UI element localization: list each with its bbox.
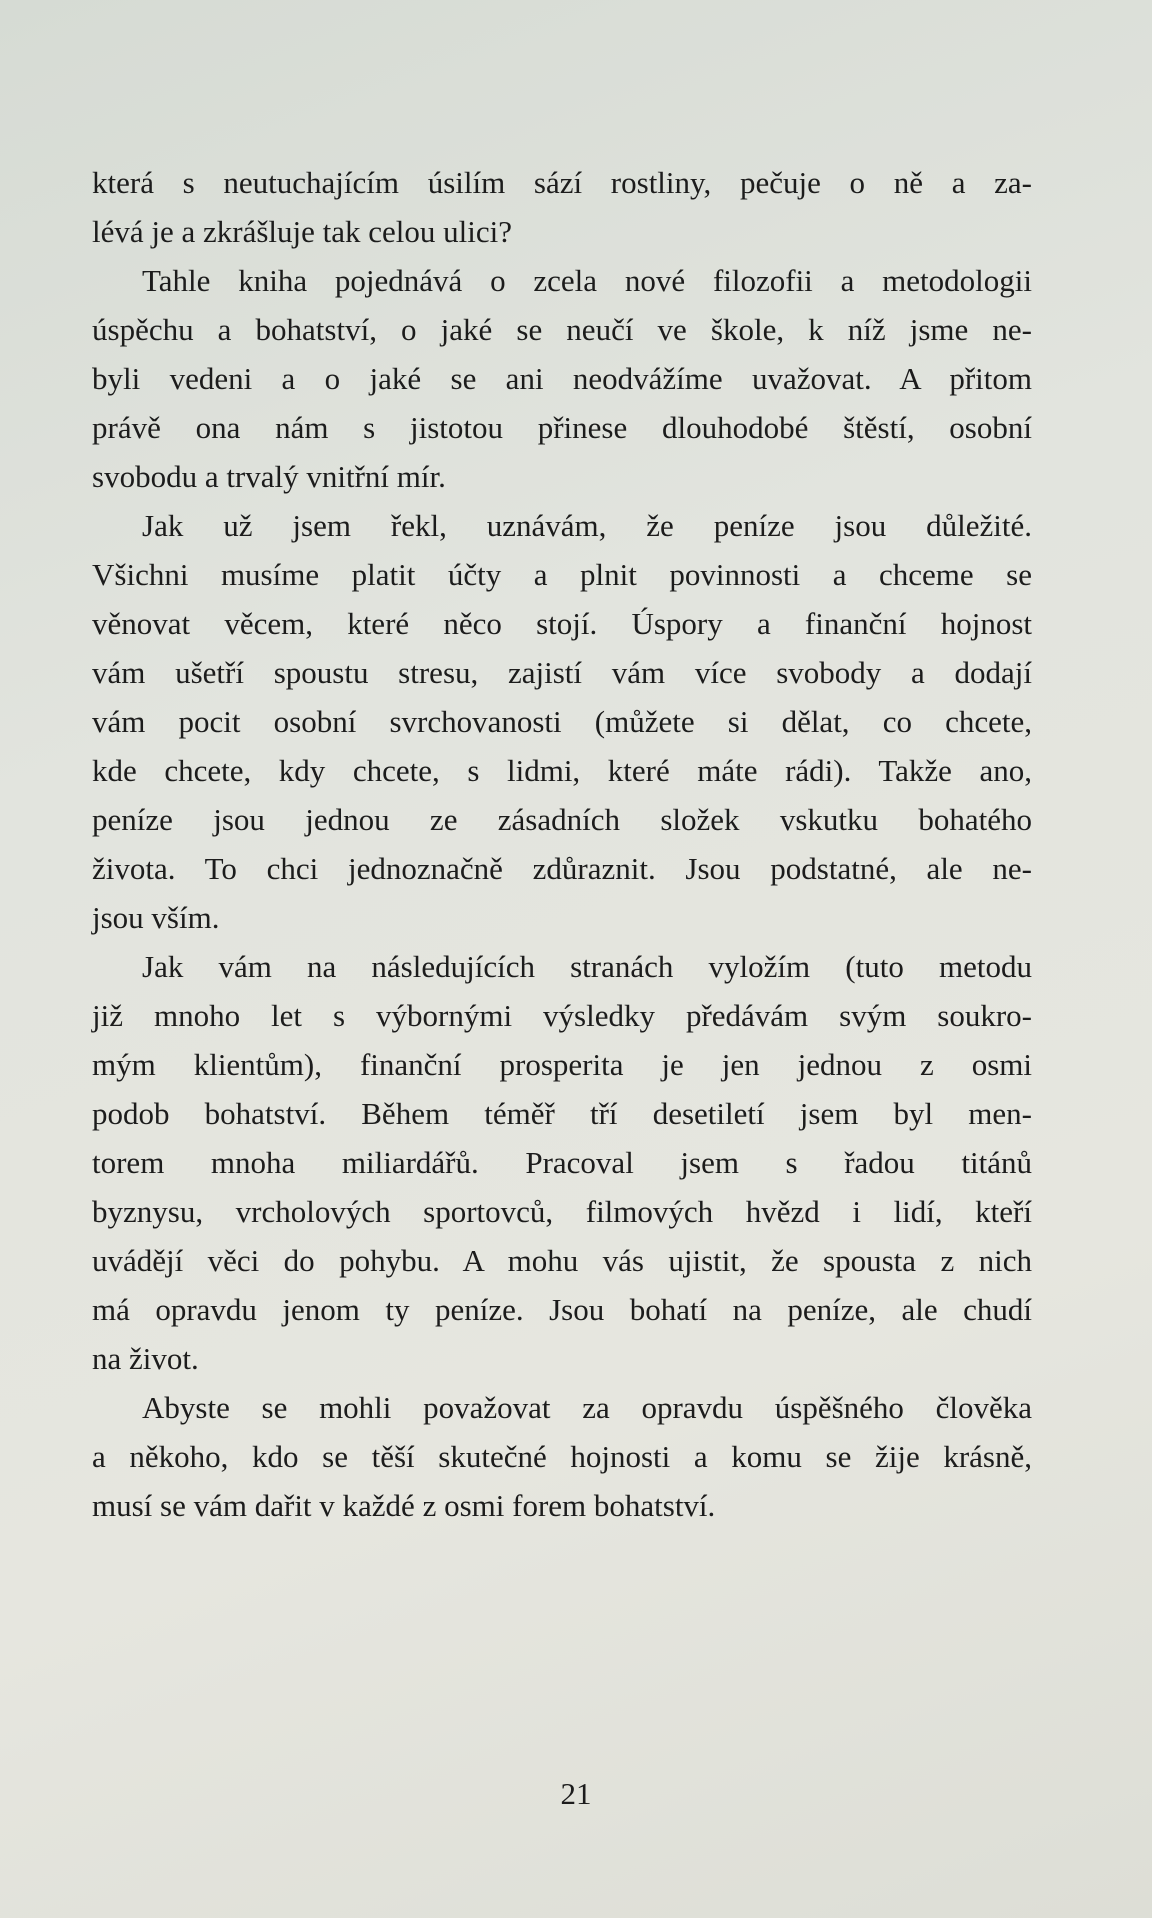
paragraph-first-line: Abyste se mohli považovat za opravdu úspěšného člověka	[142, 1390, 1032, 1425]
text-line: kde chcete, kdy chcete, s lidmi, které máte rádi). Takže ano,	[92, 753, 1032, 788]
text-line: lévá je a zkrášluje tak celou ulici?	[92, 214, 513, 249]
text-line: již mnoho let s výbornými výsledky předávám svým soukro-	[92, 998, 1032, 1033]
text-line: podob bohatství. Během téměř tří desetiletí jsem byl men-	[92, 1096, 1032, 1131]
body-text	[92, 158, 1032, 1530]
text-line: svobodu a trvalý vnitřní mír.	[92, 459, 446, 494]
text-line: života. To chci jednoznačně zdůraznit. Jsou podstatné, ale ne-	[92, 851, 1032, 886]
text-line: úspěchu a bohatství, o jaké se neučí ve škole, k níž jsme ne-	[92, 312, 1032, 347]
text-line: musí se vám dařit v každé z osmi forem bohatství.	[92, 1488, 716, 1523]
text-line: mým klientům), finanční prosperita je jen jednou z osmi	[92, 1047, 1032, 1082]
paragraph-first-line: Jak vám na následujících stranách vyložím (tuto metodu	[142, 949, 1032, 984]
text-line: byznysu, vrcholových sportovců, filmových hvězd i lidí, kteří	[92, 1194, 1032, 1229]
text-line: Všichni musíme platit účty a plnit povinnosti a chceme se	[92, 557, 1032, 592]
text-line: uvádějí věci do pohybu. A mohu vás ujistit, že spousta z nich	[92, 1243, 1032, 1278]
text-line: na život.	[92, 1341, 199, 1376]
text-line: věnovat věcem, které něco stojí. Úspory a finanční hojnost	[92, 606, 1032, 641]
paragraph-first-line: Tahle kniha pojednává o zcela nové filozofii a metodologii	[142, 263, 1032, 298]
text-line: která s neutuchajícím úsilím sází rostliny, pečuje o ně a za-	[92, 165, 1032, 200]
text-line: jsou vším.	[92, 900, 220, 935]
page-number: 21	[560, 1776, 592, 1811]
text-line: byli vedeni a o jaké se ani neodvážíme uvažovat. A přitom	[92, 361, 1032, 396]
text-line: vám ušetří spoustu stresu, zajistí vám více svobody a dodají	[92, 655, 1032, 690]
text-line: peníze jsou jednou ze zásadních složek vskutku bohatého	[92, 802, 1032, 837]
text-line: vám pocit osobní svrchovanosti (můžete si dělat, co chcete,	[92, 704, 1032, 739]
text-line: právě ona nám s jistotou přinese dlouhodobé štěstí, osobní	[92, 410, 1032, 445]
text-line: torem mnoha miliardářů. Pracoval jsem s řadou titánů	[92, 1145, 1032, 1180]
text-line: a někoho, kdo se těší skutečné hojnosti a komu se žije krásně,	[92, 1439, 1032, 1474]
text-line: má opravdu jenom ty peníze. Jsou bohatí na peníze, ale chudí	[92, 1292, 1032, 1327]
paragraph-first-line: Jak už jsem řekl, uznávám, že peníze jsou důležité.	[142, 508, 1032, 543]
